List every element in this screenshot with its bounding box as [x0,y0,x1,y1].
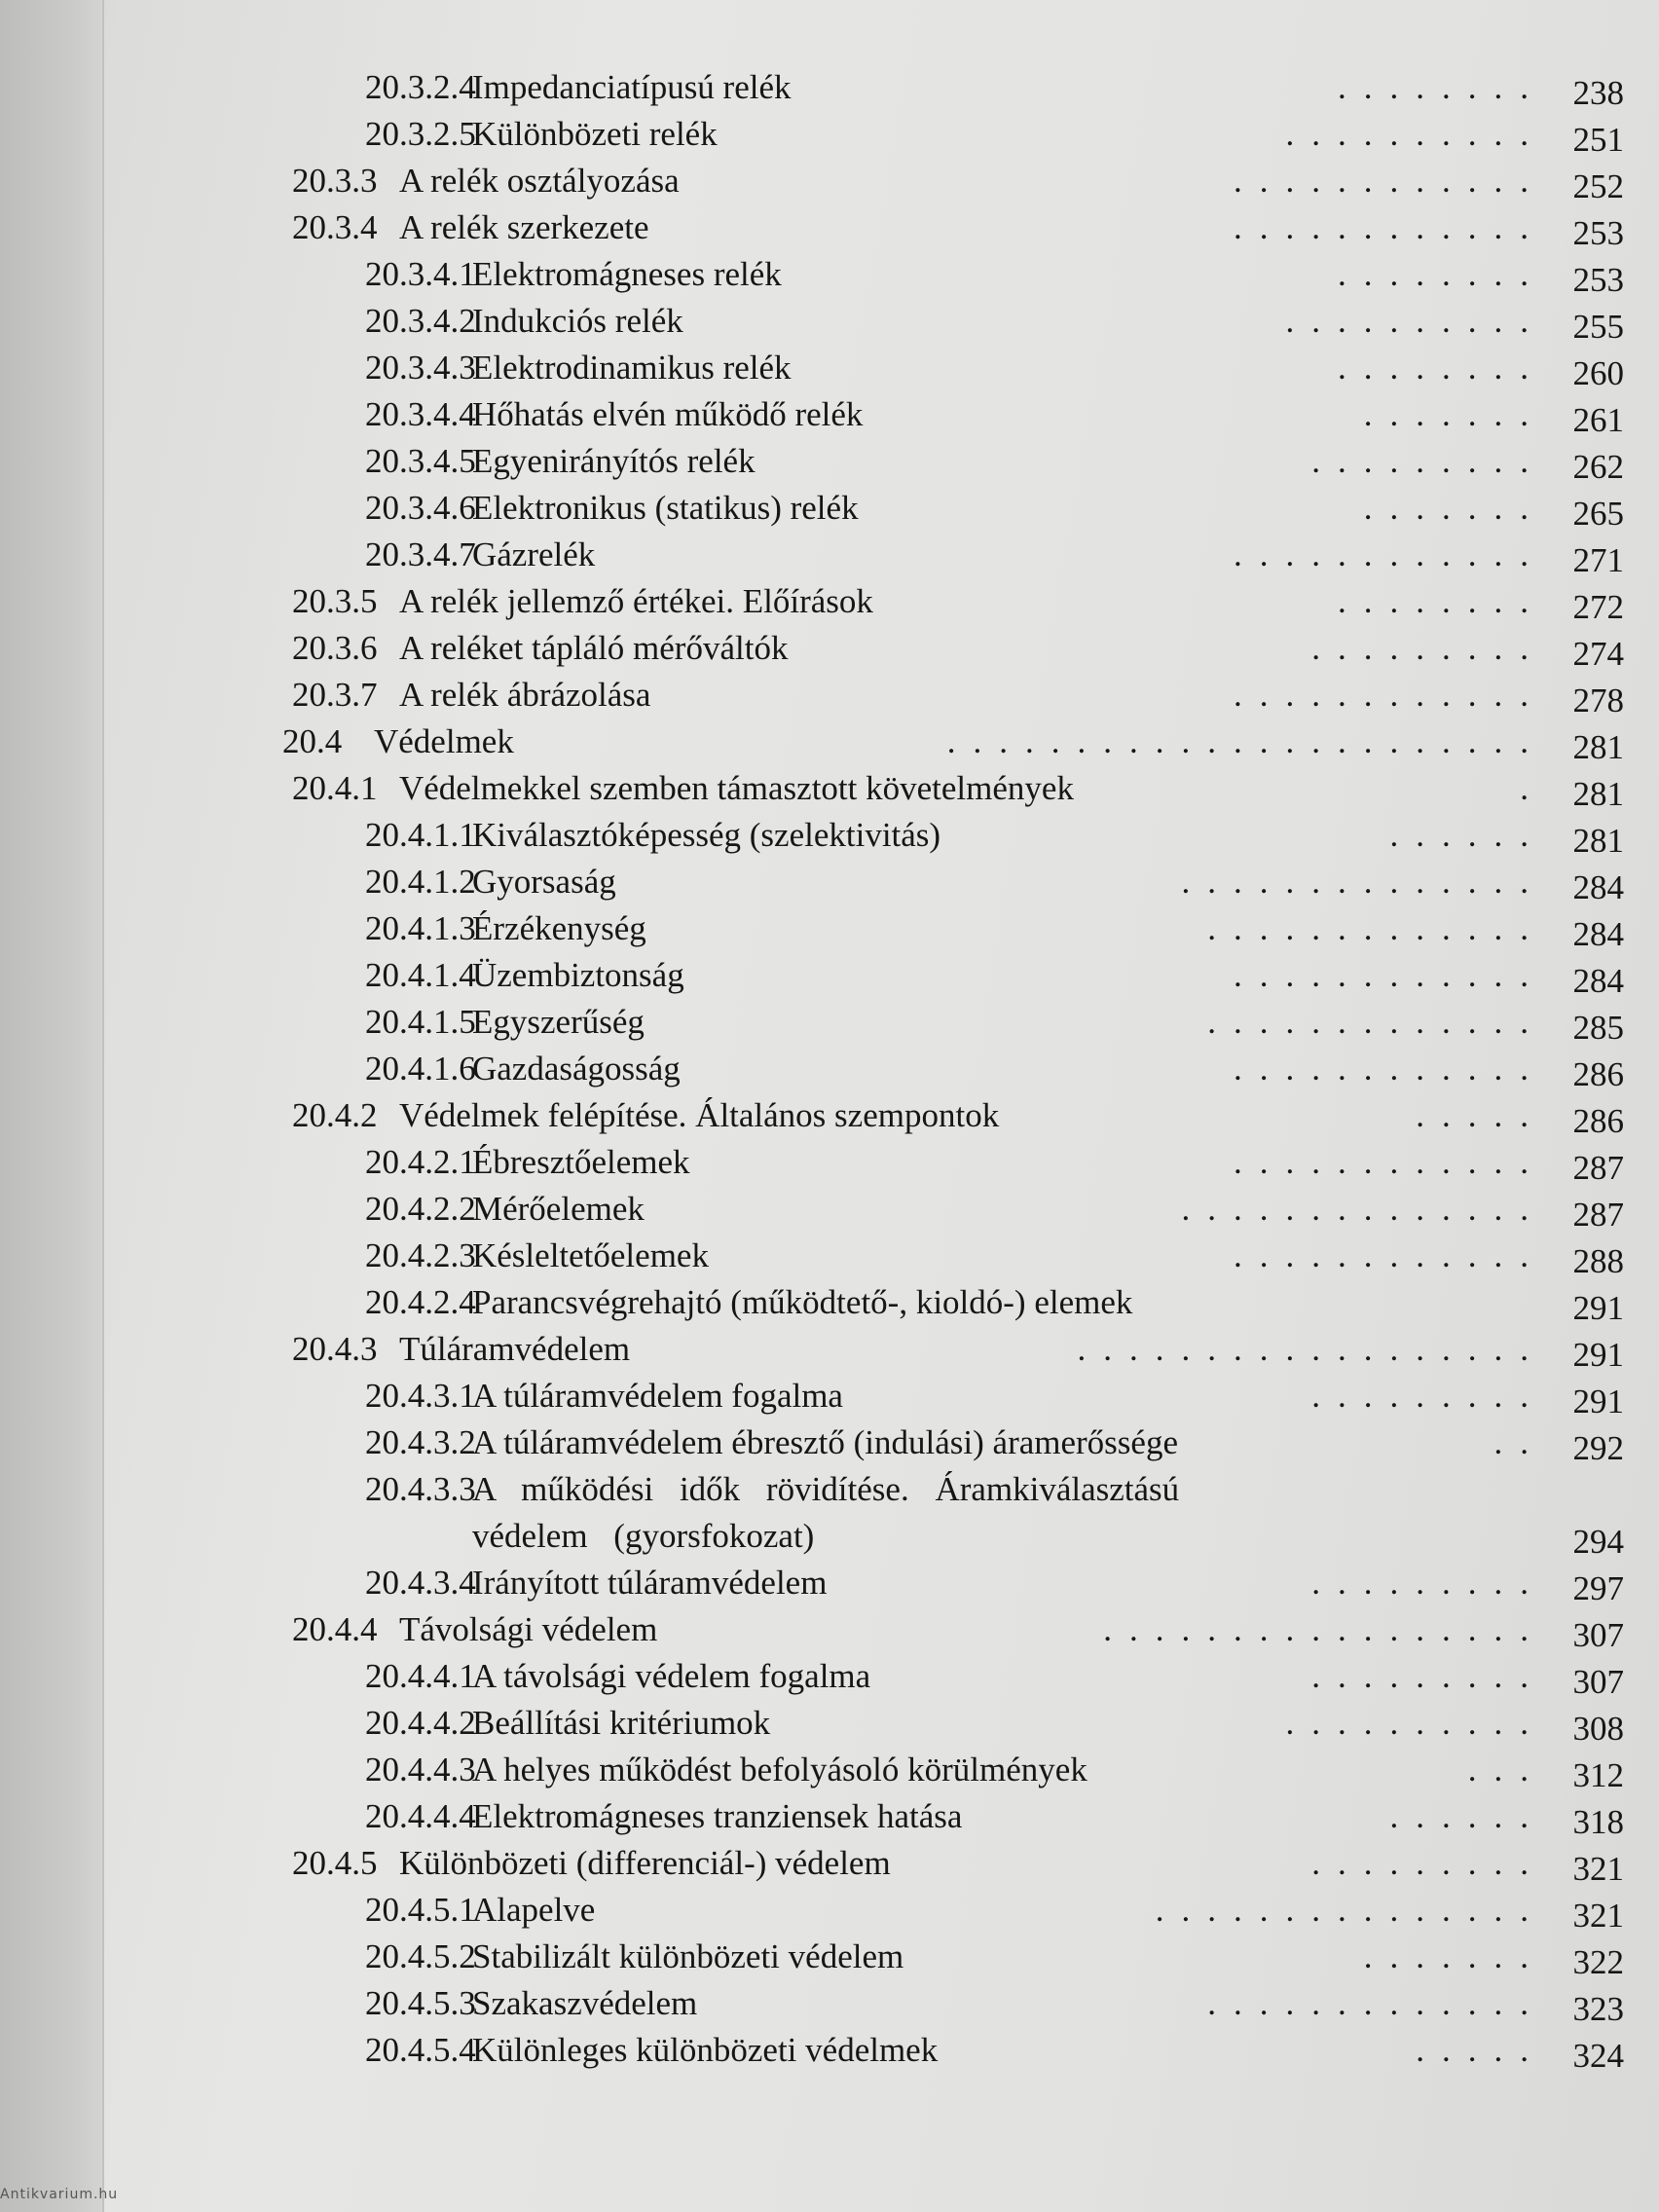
entry-number: 20.4.2.3 [365,1236,476,1274]
toc-entry [365,1980,1624,2027]
leader-dots: ............. [1207,1003,1546,1041]
entry-number: 20.3.4 [292,208,378,246]
toc-entry [365,2027,1624,2074]
leader-dots: ......... [1311,1377,1546,1415]
leader-dots: ............. [1207,909,1546,947]
entry-title: Kiválasztóképesség (szelektivitás) [472,816,941,854]
entry-page: 274 [1572,635,1624,673]
entry-page: 271 [1572,541,1624,579]
entry-page: 251 [1572,121,1624,159]
toc-entry [365,1233,1624,1279]
entry-title: A relék ábrázolása [399,676,651,714]
entry-page: 322 [1572,1943,1624,1981]
entry-title: Hőhatás elvén működő relék [472,395,864,433]
entry-page: 287 [1572,1149,1624,1187]
toc-entry [365,64,1624,111]
toc-entry [365,999,1624,1046]
entry-page: 261 [1572,401,1624,439]
toc-entry [365,1186,1624,1233]
toc-entry [365,1046,1624,1092]
entry-number: 20.4.2 [292,1096,378,1134]
entry-page: 272 [1572,588,1624,626]
leader-dots: ......... [1311,1844,1546,1882]
entry-number: 20.4.5 [292,1844,378,1882]
entry-number: 20.4.3.4 [365,1564,476,1602]
toc-entry [292,158,1624,204]
toc-entry [292,1606,1624,1653]
entry-title: Távolsági védelem [399,1610,658,1648]
entry-number: 20.4.2.1 [365,1143,476,1181]
entry-number: 20.4.2.4 [365,1283,476,1321]
entry-page: 318 [1572,1803,1624,1841]
entry-number: 20.4.1.5 [365,1003,476,1041]
leader-dots: ............ [1234,956,1546,994]
entry-title: Üzembiztonság [472,956,684,994]
entry-page: 288 [1572,1242,1624,1280]
entry-page: 255 [1572,308,1624,346]
entry-page: 260 [1572,354,1624,392]
toc-entry [365,251,1624,298]
toc-entry [292,1840,1624,1887]
toc-entry [292,765,1624,812]
entry-title: Ébresztőelemek [472,1143,690,1181]
toc-entry [365,1887,1624,1934]
entry-number: 20.4.5.2 [365,1937,476,1975]
toc-entry [365,812,1624,859]
entry-title: A túláramvédelem ébresztő (indulási) áramerőssége [472,1423,1178,1461]
entry-number: 20.3.7 [292,676,378,714]
leader-dots: ............ [1234,208,1546,246]
leader-dots: ......... [1311,629,1546,667]
leader-dots: ....... [1363,1937,1546,1975]
entry-page: 307 [1572,1663,1624,1701]
entry-page: 262 [1572,448,1624,486]
entry-title: A relék jellemző értékei. Előírások [399,582,873,620]
entry-title: Gázrelék [472,535,596,573]
entry-number: 20.3.4.4 [365,395,476,433]
toc-entry [365,1653,1624,1700]
toc-entry [292,578,1624,625]
leader-dots: ......... [1311,1657,1546,1695]
entry-page: 265 [1572,495,1624,533]
entry-title: Indukciós relék [472,302,683,340]
entry-page: 321 [1572,1897,1624,1935]
toc-entry [365,532,1624,578]
leader-dots: ................. [1103,1610,1546,1648]
toc-entry [365,1793,1624,1840]
entry-page: 324 [1572,2037,1624,2075]
toc-entry [365,298,1624,345]
toc-entry [365,485,1624,532]
entry-title: Elektromágneses relék [472,255,782,293]
entry-page: 281 [1572,728,1624,766]
toc-entry [365,952,1624,999]
entry-title: Érzékenység [472,909,646,947]
entry-title: A relék osztályozása [399,162,680,200]
entry-page: 292 [1572,1429,1624,1467]
entry-number: 20.3.4.7 [365,535,476,573]
leader-dots: ...... [1389,1797,1546,1835]
entry-title: Különbözeti (differenciál-) védelem [399,1844,891,1882]
toc-entry [365,1279,1624,1326]
entry-number: 20.4.2.2 [365,1190,476,1228]
entry-title: Stabilizált különbözeti védelem [472,1937,904,1975]
entry-title: Impedanciatípusú relék [472,68,792,106]
entry-number: 20.4.1.2 [365,863,476,901]
entry-title: A relék szerkezete [399,208,649,246]
entry-title: Elektrodinamikus relék [472,349,792,387]
entry-number: 20.3.6 [292,629,378,667]
leader-dots: ..... [1416,1096,1546,1134]
toc-entry [365,1466,1624,1560]
entry-title: A működési idők rövidítése. Áramkiválasztású védelem (gyorsfokozat) [472,1470,1180,1555]
toc-entry [292,1326,1624,1373]
entry-page: 238 [1572,74,1624,112]
entry-title: Alapelve [472,1891,596,1929]
entry-page: 284 [1572,868,1624,906]
entry-title: Egyenirányítós relék [472,442,756,480]
watermark-text: Antikvarium.hu [0,2187,119,2202]
toc-entry [365,438,1624,485]
toc-entry [365,345,1624,391]
entry-page: 297 [1572,1569,1624,1607]
leader-dots: ...... [1389,816,1546,854]
leader-dots: ....... [1363,395,1546,433]
entry-number: 20.4.3.1 [365,1377,476,1415]
entry-title: Irányított túláramvédelem [472,1564,828,1602]
toc-entry [365,111,1624,158]
entry-number: 20.4.1.3 [365,909,476,947]
entry-title: Gazdaságosság [472,1050,681,1088]
toc-entry [365,1747,1624,1793]
toc-entry [292,204,1624,251]
entry-number: 20.4.4.2 [365,1704,476,1742]
toc-entry [365,1560,1624,1606]
toc-entry [365,1700,1624,1747]
entry-page: 253 [1572,214,1624,252]
entry-title: A helyes működést befolyásoló körülmények [472,1751,1088,1788]
leader-dots: ............ [1234,676,1546,714]
leader-dots: .. [1493,1423,1546,1461]
entry-page: 285 [1572,1009,1624,1047]
entry-number: 20.3.5 [292,582,378,620]
entry-number: 20.3.4.2 [365,302,476,340]
leader-dots: ............... [1155,1891,1546,1929]
entry-page: 294 [1572,1523,1624,1561]
entry-page: 312 [1572,1756,1624,1794]
entry-number: 20.4.1.1 [365,816,476,854]
entry-number: 20.4.1.6 [365,1050,476,1088]
entry-number: 20.3.2.5 [365,115,476,153]
entry-title: Különbözeti relék [472,115,718,153]
entry-number: 20.3.4.1 [365,255,476,293]
leader-dots: .......... [1285,115,1546,153]
entry-number: 20.4.4.4 [365,1797,476,1835]
leader-dots: ............ [1234,1143,1546,1181]
entry-number: 20.4 [282,722,343,760]
entry-number: 20.4.5.1 [365,1891,476,1929]
leader-dots: . [1520,769,1546,807]
entry-title: Késleltetőelemek [472,1236,709,1274]
toc-entry [292,625,1624,672]
entry-number: 20.4.4.1 [365,1657,476,1695]
entry-title: Szakaszvédelem [472,1984,698,2022]
leader-dots: ........ [1338,349,1546,387]
leader-dots: ... [1467,1751,1546,1788]
toc-entry [365,1934,1624,1980]
leader-dots: ......... [1311,1564,1546,1602]
leader-dots: .................. [1077,1330,1546,1368]
entry-page: 291 [1572,1289,1624,1327]
toc-entry [365,905,1624,952]
entry-page: 286 [1572,1102,1624,1140]
entry-title: A túláramvédelem fogalma [472,1377,843,1415]
entry-page: 308 [1572,1710,1624,1748]
entry-page: 287 [1572,1196,1624,1234]
entry-page: 323 [1572,1990,1624,2028]
leader-dots: ........ [1338,68,1546,106]
leader-dots: ............ [1234,1050,1546,1088]
entry-number: 20.4.1.4 [365,956,476,994]
entry-number: 20.4.4 [292,1610,378,1648]
entry-title: A távolsági védelem fogalma [472,1657,871,1695]
entry-page: 281 [1572,822,1624,860]
leader-dots: ............. [1207,1984,1546,2022]
entry-page: 284 [1572,915,1624,953]
toc-entry [365,1139,1624,1186]
entry-title: Különleges különbözeti védelmek [472,2031,939,2069]
leader-dots: ........ [1338,582,1546,620]
entry-title: A reléket tápláló mérőváltók [399,629,789,667]
entry-title: Védelmekkel szemben támasztott követelmények [399,769,1074,807]
page-binding-edge [0,0,104,2212]
entry-title: Gyorsaság [472,863,616,901]
leader-dots: ....................... [946,722,1546,760]
leader-dots: .......... [1285,1704,1546,1742]
leader-dots: ............ [1234,535,1546,573]
entry-page: 307 [1572,1616,1624,1654]
toc-entry [292,1092,1624,1139]
entry-page: 252 [1572,167,1624,205]
entry-title: Beállítási kritériumok [472,1704,771,1742]
toc-entry [365,391,1624,438]
entry-page: 291 [1572,1382,1624,1420]
entry-number: 20.3.3 [292,162,378,200]
leader-dots: ............ [1234,1236,1546,1274]
toc-entry [365,1419,1624,1466]
toc-entry [292,672,1624,719]
entry-title: Túláramvédelem [399,1330,631,1368]
entry-page: 286 [1572,1055,1624,1093]
toc-entry [365,859,1624,905]
entry-number: 20.3.4.5 [365,442,476,480]
entry-title: Elektronikus (statikus) relék [472,489,859,527]
leader-dots: ........ [1338,255,1546,293]
entry-title: Védelmek felépítése. Általános szempontok [399,1096,1000,1134]
entry-number: 20.4.3.3 [365,1470,476,1508]
entry-page: 281 [1572,775,1624,813]
entry-number: 20.4.5.4 [365,2031,476,2069]
leader-dots: .............. [1181,1190,1546,1228]
entry-title: Elektromágneses tranziensek hatása [472,1797,963,1835]
entry-number: 20.3.4.3 [365,349,476,387]
entry-title: Mérőelemek [472,1190,645,1228]
leader-dots: .............. [1181,863,1546,901]
leader-dots: ....... [1363,489,1546,527]
entry-number: 20.4.1 [292,769,378,807]
entry-title: Egyszerűség [472,1003,645,1041]
leader-dots: ............ [1234,162,1546,200]
entry-number: 20.4.3 [292,1330,378,1368]
entry-number: 20.4.3.2 [365,1423,476,1461]
entry-page: 253 [1572,261,1624,299]
entry-page: 291 [1572,1336,1624,1374]
entry-number: 20.4.4.3 [365,1751,476,1788]
entry-number: 20.3.4.6 [365,489,476,527]
toc-entry [282,719,1624,766]
entry-page: 284 [1572,962,1624,1000]
entry-title: Védelmek [374,722,514,760]
entry-number: 20.4.5.3 [365,1984,476,2022]
entry-number: 20.3.2.4 [365,68,476,106]
leader-dots: ..... [1416,2031,1546,2069]
entry-title: Parancsvégrehajtó (működtető-, kioldó-) elemek [472,1283,1133,1321]
entry-page: 321 [1572,1850,1624,1888]
entry-page: 278 [1572,682,1624,719]
leader-dots: ......... [1311,442,1546,480]
leader-dots: .......... [1285,302,1546,340]
toc-entry [365,1373,1624,1419]
